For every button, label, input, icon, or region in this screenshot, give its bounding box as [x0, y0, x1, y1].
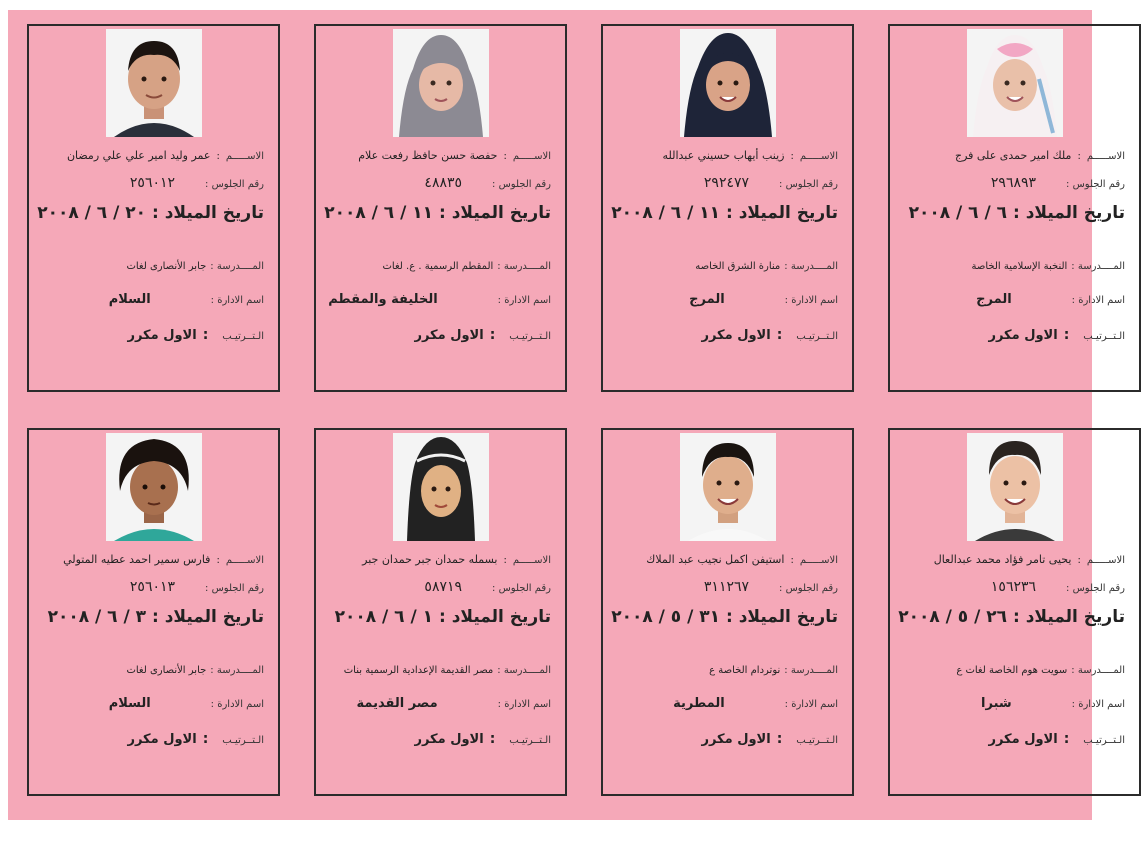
student-name: فارس سمير احمد عطيه المتولي — [63, 553, 211, 566]
admin-row — [324, 692, 551, 711]
admin-label: اسم الادارة : — [1071, 699, 1125, 710]
school-label: المــــدرسة : — [1071, 665, 1125, 676]
seat-label: رقم الجلوس : — [492, 583, 551, 594]
school-label: المــــدرسة : — [497, 261, 551, 272]
dob-row — [611, 607, 838, 627]
student-photo — [106, 29, 202, 137]
name-row: الاســـــم:يحيى تامر فؤاد محمد عبدالعال — [933, 553, 1125, 566]
dob-value: ٣١ / ٥ / ٢٠٠٨ — [611, 607, 720, 627]
admin-value: الخليفة والمقطم — [328, 292, 438, 307]
name-label: الاســـــم — [1086, 151, 1125, 162]
seat-label: رقم الجلوس : — [205, 179, 264, 190]
name-row: الاســـــم:عمر وليد امير علي علي رمضان — [66, 149, 264, 162]
seat-number: ٤٨٨٣٥ — [424, 175, 463, 191]
student-name: بسمله حمدان جبر حمدان جبر — [362, 553, 498, 566]
school-label: المــــدرسة : — [1071, 261, 1125, 272]
student-name: استيفن اكمل نجيب عبد الملاك — [646, 553, 785, 566]
school-row — [611, 658, 838, 677]
admin-value: السلام — [108, 292, 151, 307]
dob-value: ١١ / ٦ / ٢٠٠٨ — [611, 203, 720, 223]
school-value: النخبة الإسلامية الخاصة — [971, 261, 1068, 272]
rank-label: الـتــرتيـب — [509, 735, 551, 746]
student-name: زينب أيهاب حسيني عبدالله — [662, 149, 785, 162]
student-photo — [680, 433, 776, 541]
rank-value: الاول مكرر — [127, 328, 197, 343]
rank-label: الـتــرتيـب — [222, 331, 264, 342]
student-card — [314, 24, 567, 392]
name-label: الاســـــم — [512, 555, 551, 566]
admin-label: اسم الادارة : — [210, 295, 264, 306]
student-name: يحيى تامر فؤاد محمد عبدالعال — [933, 553, 1072, 566]
student-photo — [106, 433, 202, 541]
rank-value: الاول مكرر — [988, 732, 1058, 747]
rank-value: الاول مكرر — [127, 732, 197, 747]
admin-value: شبرا — [981, 696, 1012, 711]
seat-number: ٢٩٢٤٧٧ — [703, 175, 750, 191]
rank-row: الـتــرتيـب:الاول مكرر — [701, 731, 838, 747]
seat-label: رقم الجلوس : — [779, 583, 838, 594]
seat-number: ٥٨٧١٩ — [424, 579, 463, 595]
dob-label: تاريخ الميلاد : — [1012, 203, 1125, 223]
name-label: الاســـــم — [512, 151, 551, 162]
rank-row: الـتــرتيـب:الاول مكرر — [414, 731, 551, 747]
school-label: المــــدرسة : — [210, 261, 264, 272]
seat-row — [37, 576, 264, 595]
seat-number: ٢٥٦٠١٣ — [129, 579, 176, 595]
student-name: عمر وليد امير علي علي رمضان — [66, 149, 211, 162]
admin-row — [898, 288, 1125, 307]
name-row: الاســـــم:زينب أيهاب حسيني عبدالله — [662, 149, 838, 162]
student-card — [314, 428, 567, 796]
rank-value: الاول مكرر — [988, 328, 1058, 343]
seat-label: رقم الجلوس : — [205, 583, 264, 594]
admin-row — [324, 288, 551, 307]
name-label: الاســـــم — [225, 555, 264, 566]
school-row — [611, 254, 838, 273]
admin-value: المرج — [689, 292, 725, 307]
seat-row — [611, 576, 838, 595]
school-value: جابر الأنصارى لغات — [126, 261, 207, 272]
school-value: منارة الشرق الخاصه — [695, 261, 781, 272]
admin-value: السلام — [108, 696, 151, 711]
dob-row — [324, 607, 551, 627]
student-photo — [680, 29, 776, 137]
admin-label: اسم الادارة : — [497, 295, 551, 306]
dob-row — [324, 203, 551, 223]
seat-label: رقم الجلوس : — [492, 179, 551, 190]
dob-row — [37, 203, 264, 223]
school-value: نوتردام الخاصة ع — [709, 665, 781, 676]
student-photo — [967, 29, 1063, 137]
admin-label: اسم الادارة : — [1071, 295, 1125, 306]
seat-number: ٣١١٢٦٧ — [703, 579, 750, 595]
student-card — [888, 428, 1141, 796]
admin-row — [37, 288, 264, 307]
rank-row: الـتــرتيـب:الاول مكرر — [988, 327, 1125, 343]
name-row: الاســـــم:حفصة حسن حافظ رفعت علام — [358, 149, 551, 162]
dob-value: ٣ / ٦ / ٢٠٠٨ — [47, 607, 146, 627]
dob-label: تاريخ الميلاد : — [438, 607, 551, 627]
seat-row — [611, 172, 838, 191]
school-label: المــــدرسة : — [784, 261, 838, 272]
admin-label: اسم الادارة : — [497, 699, 551, 710]
rank-label: الـتــرتيـب — [509, 331, 551, 342]
rank-row: الـتــرتيـب:الاول مكرر — [414, 327, 551, 343]
student-card — [27, 24, 280, 392]
school-row — [37, 254, 264, 273]
rank-value: الاول مكرر — [414, 328, 484, 343]
dob-value: ٦ / ٦ / ٢٠٠٨ — [908, 203, 1007, 223]
seat-number: ٢٥٦٠١٢ — [129, 175, 176, 191]
seat-row — [37, 172, 264, 191]
rank-row: الـتــرتيـب:الاول مكرر — [701, 327, 838, 343]
name-row: الاســـــم:استيفن اكمل نجيب عبد الملاك — [646, 553, 838, 566]
admin-value: مصر القديمة — [356, 696, 438, 711]
rank-label: الـتــرتيـب — [222, 735, 264, 746]
student-name: ملك امير حمدى على فرج — [954, 149, 1072, 162]
dob-label: تاريخ الميلاد : — [1012, 607, 1125, 627]
dob-value: ٢٦ / ٥ / ٢٠٠٨ — [898, 607, 1007, 627]
admin-row — [37, 692, 264, 711]
school-label: المــــدرسة : — [210, 665, 264, 676]
seat-label: رقم الجلوس : — [779, 179, 838, 190]
admin-value: المرج — [976, 292, 1012, 307]
school-row — [898, 658, 1125, 677]
name-row: الاســـــم:فارس سمير احمد عطيه المتولي — [63, 553, 264, 566]
name-label: الاســـــم — [799, 151, 838, 162]
admin-row — [611, 288, 838, 307]
admin-value: المطرية — [673, 696, 725, 711]
seat-number: ١٥٦٢٣٦ — [990, 579, 1037, 595]
seat-row — [898, 172, 1125, 191]
admin-label: اسم الادارة : — [784, 295, 838, 306]
dob-label: تاريخ الميلاد : — [438, 203, 551, 223]
rank-row: الـتــرتيـب:الاول مكرر — [127, 327, 264, 343]
rank-value: الاول مكرر — [414, 732, 484, 747]
dob-label: تاريخ الميلاد : — [151, 203, 264, 223]
rank-value: الاول مكرر — [701, 328, 771, 343]
student-name: حفصة حسن حافظ رفعت علام — [358, 149, 498, 162]
dob-value: ٢٠ / ٦ / ٢٠٠٨ — [37, 203, 146, 223]
dob-row — [898, 203, 1125, 223]
rank-label: الـتــرتيـب — [796, 331, 838, 342]
admin-label: اسم الادارة : — [784, 699, 838, 710]
rank-row: الـتــرتيـب:الاول مكرر — [988, 731, 1125, 747]
certificate-sheet — [8, 10, 1125, 820]
dob-value: ١١ / ٦ / ٢٠٠٨ — [324, 203, 433, 223]
seat-row — [324, 576, 551, 595]
admin-label: اسم الادارة : — [210, 699, 264, 710]
dob-row — [37, 607, 264, 627]
school-label: المــــدرسة : — [497, 665, 551, 676]
school-value: جابر الأنصارى لغات — [126, 665, 207, 676]
school-value: سويت هوم الخاصة لغات ع — [956, 665, 1068, 676]
seat-label: رقم الجلوس : — [1066, 179, 1125, 190]
dob-label: تاريخ الميلاد : — [725, 607, 838, 627]
school-label: المــــدرسة : — [784, 665, 838, 676]
admin-row — [898, 692, 1125, 711]
name-label: الاســـــم — [1086, 555, 1125, 566]
dob-label: تاريخ الميلاد : — [151, 607, 264, 627]
school-row — [37, 658, 264, 677]
seat-number: ٢٩٦٨٩٣ — [990, 175, 1037, 191]
school-row — [898, 254, 1125, 273]
school-value: مصر القديمة الإعدادية الرسمية بنات — [343, 665, 494, 676]
name-row: الاســـــم:ملك امير حمدى على فرج — [954, 149, 1125, 162]
rank-label: الـتــرتيـب — [1083, 735, 1125, 746]
name-label: الاســـــم — [799, 555, 838, 566]
school-value: المقطم الرسمية . ع. لغات — [382, 261, 494, 272]
student-card — [27, 428, 280, 796]
name-row: الاســـــم:بسمله حمدان جبر حمدان جبر — [362, 553, 551, 566]
dob-row — [611, 203, 838, 223]
student-card — [888, 24, 1141, 392]
name-label: الاســـــم — [225, 151, 264, 162]
student-photo — [393, 433, 489, 541]
student-card — [601, 24, 854, 392]
school-row — [324, 254, 551, 273]
seat-row — [898, 576, 1125, 595]
rank-label: الـتــرتيـب — [796, 735, 838, 746]
admin-row — [611, 692, 838, 711]
rank-value: الاول مكرر — [701, 732, 771, 747]
school-row — [324, 658, 551, 677]
seat-row — [324, 172, 551, 191]
rank-label: الـتــرتيـب — [1083, 331, 1125, 342]
rank-row: الـتــرتيـب:الاول مكرر — [127, 731, 264, 747]
student-card — [601, 428, 854, 796]
student-photo — [393, 29, 489, 137]
dob-row — [898, 607, 1125, 627]
student-photo — [967, 433, 1063, 541]
dob-label: تاريخ الميلاد : — [725, 203, 838, 223]
seat-label: رقم الجلوس : — [1066, 583, 1125, 594]
dob-value: ١ / ٦ / ٢٠٠٨ — [334, 607, 433, 627]
